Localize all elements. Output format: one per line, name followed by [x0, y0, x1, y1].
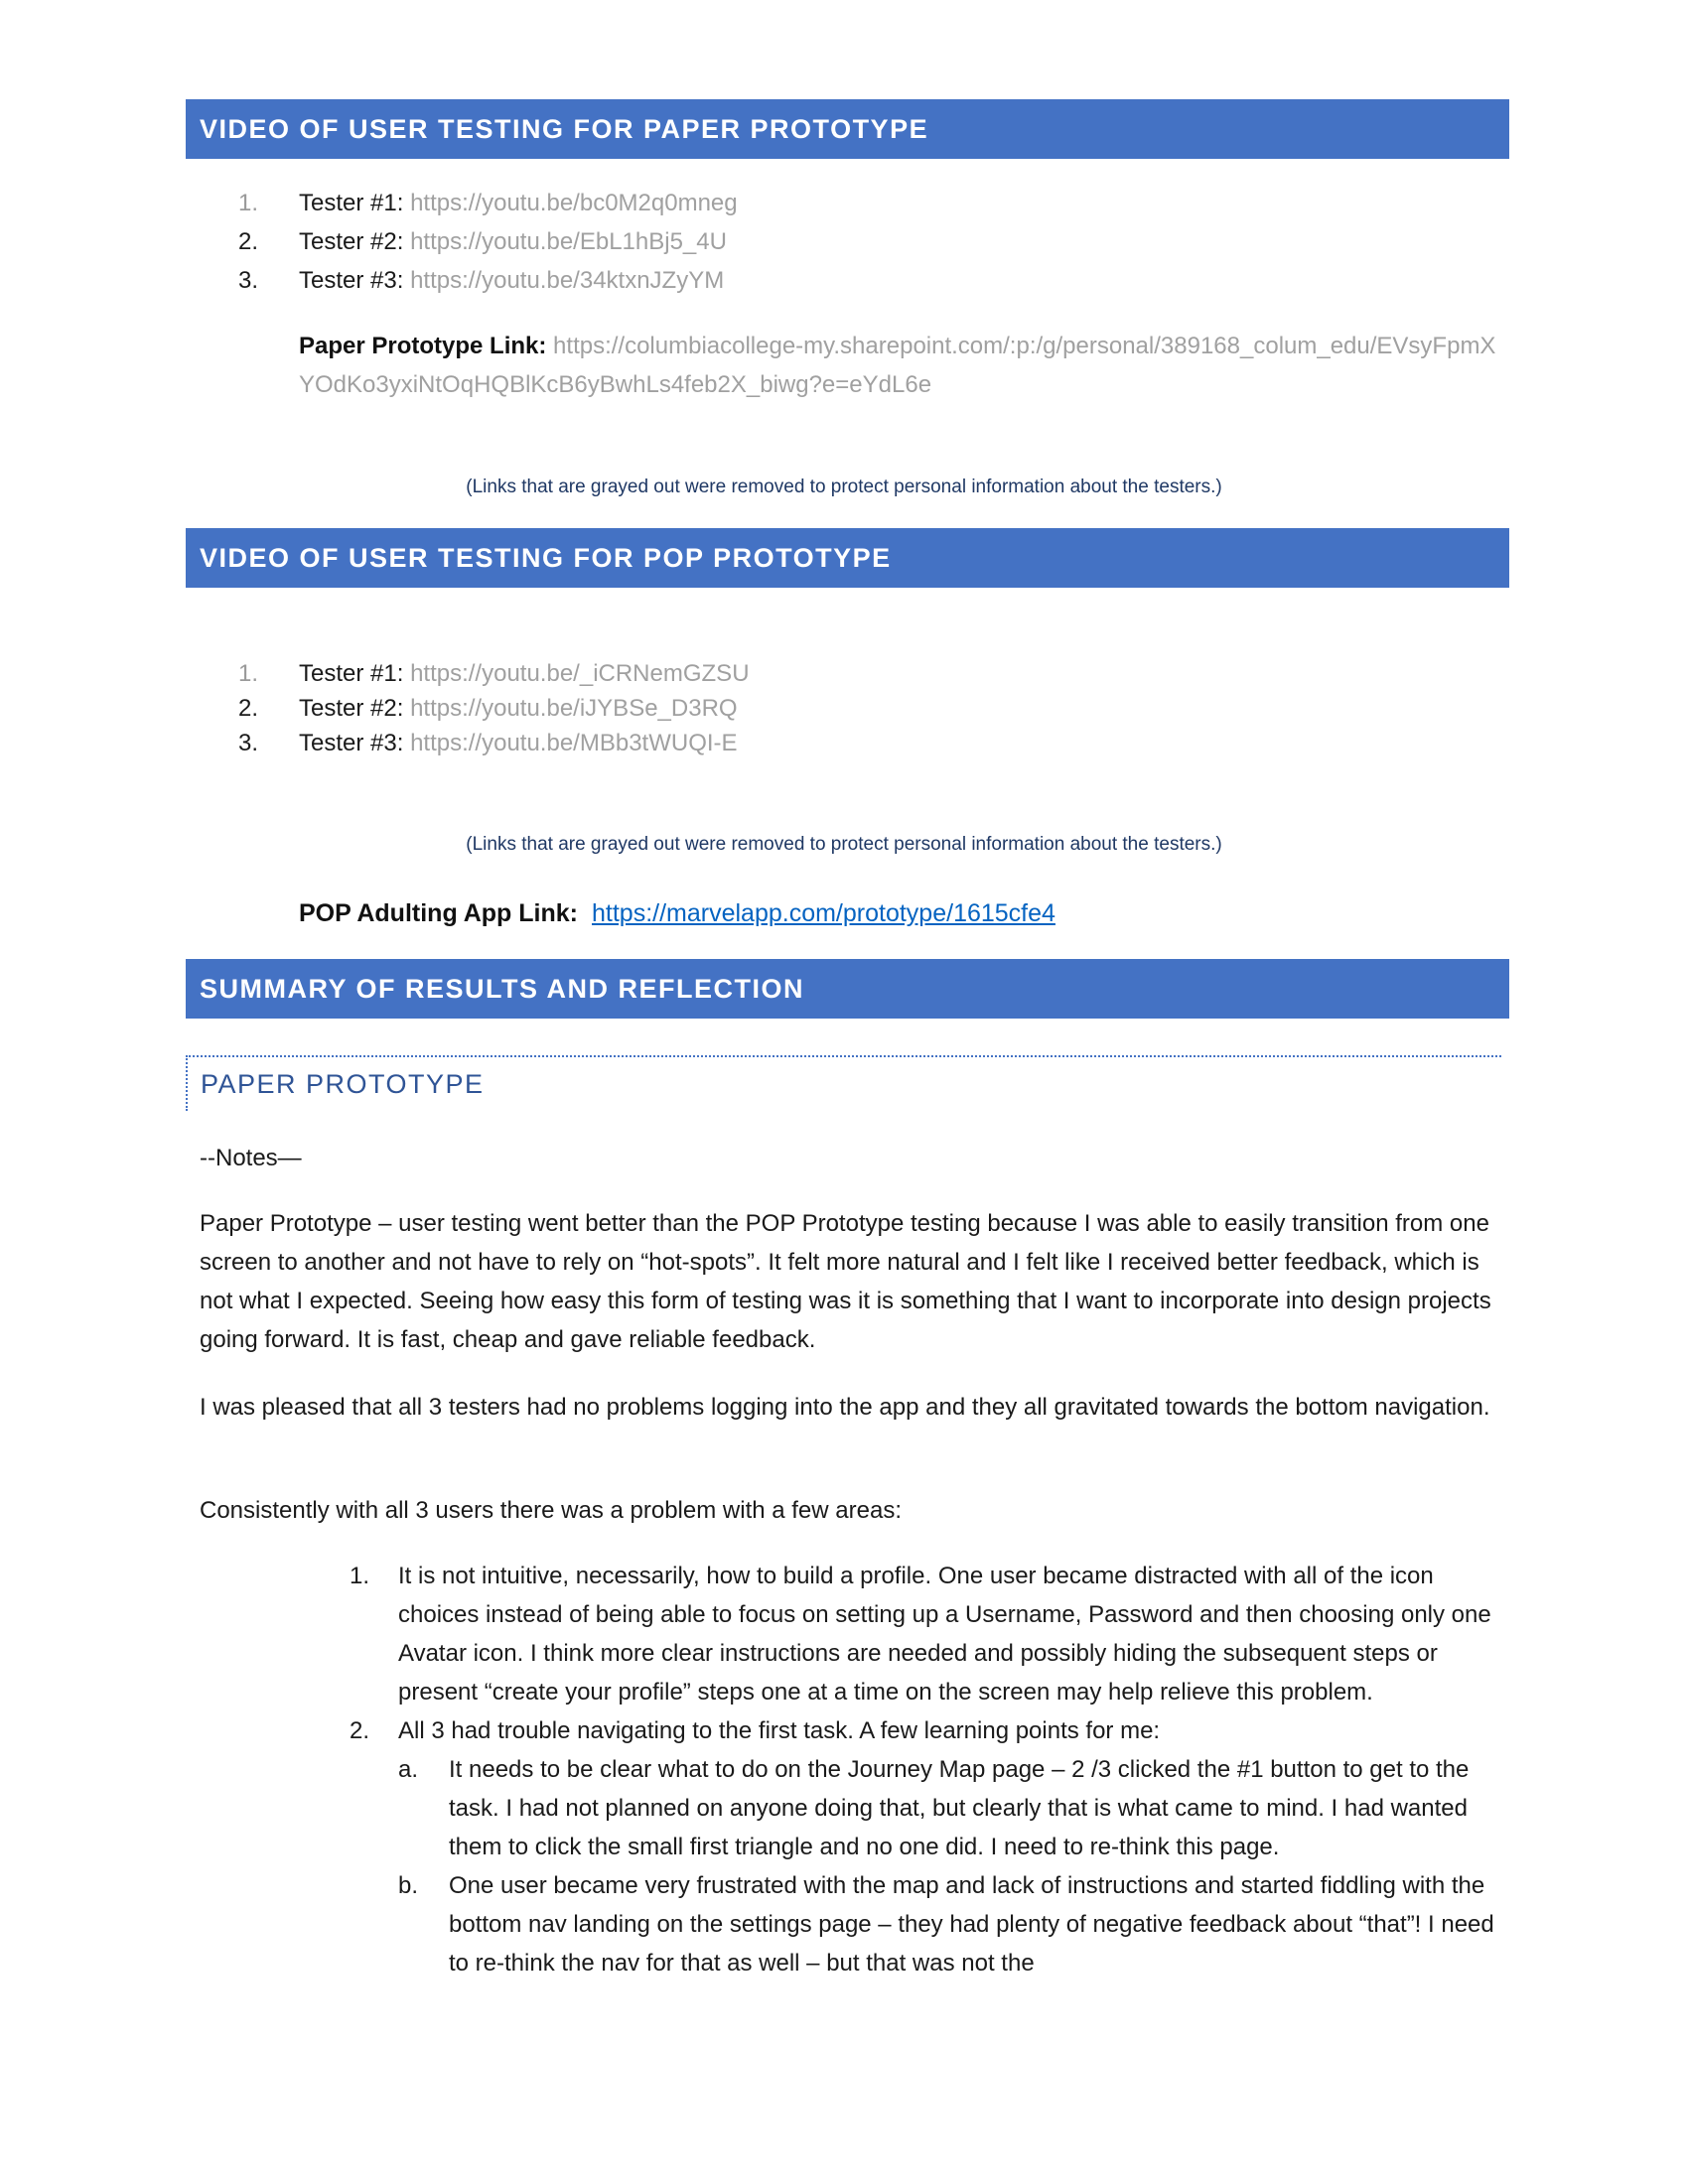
list-item — [350, 1711, 1501, 1982]
list-item — [238, 184, 738, 222]
list-number: 2. — [238, 228, 259, 255]
tester-video-link[interactable]: https://youtu.be/iJYBSe_D3RQ — [410, 695, 738, 722]
paper-prototype-link-block — [299, 327, 1510, 404]
subheading-text: PAPER PROTOTYPE — [201, 1069, 485, 1099]
paragraph: I was pleased that all 3 testers had no problems logging into the app and they all gravitated towards the bottom navigation. — [200, 1394, 1490, 1421]
list-item — [350, 1557, 1501, 1711]
list-item-text: All 3 had trouble navigating to the first task. A few learning points for me: — [398, 1717, 1161, 1744]
list-item-text: It needs to be clear what to do on the Journey Map page – 2 /3 clicked the #1 button to get to the task. I had not planned on anyone doing that, but clearly that is what came to mind. I had wanted them to click the small first triangle and no one did. I need to re-think this page. — [449, 1756, 1470, 1860]
list-item — [238, 656, 750, 691]
list-item-text: One user became very frustrated with the map and lack of instructions and started fiddling with the bottom nav landing on the settings page – they had plenty of negative feedback about “that”! I need to re-think the nav for that as well – but that was not the — [449, 1872, 1494, 1977]
list-letter: a. — [398, 1756, 419, 1783]
list-item — [238, 261, 738, 300]
list-item — [238, 726, 750, 760]
list-number: 3. — [238, 267, 259, 294]
list-number: 1. — [238, 660, 259, 687]
paper-tester-list — [238, 184, 738, 300]
paper-prototype-link[interactable]: https://columbiacollege-my.sharepoint.com/:p:/g/personal/389168_colum_edu/EVsyFpmXYOdKo3yxiNtOqHQBlKcB6yBwhLs4feb2X_biwg?e=eYdL6e — [299, 333, 1496, 398]
paragraph: Consistently with all 3 users there was a problem with a few areas: — [200, 1497, 902, 1524]
paper-prototype-link-label: Paper Prototype Link: — [299, 333, 547, 359]
section-heading-summary: SUMMARY OF RESULTS AND REFLECTION — [186, 959, 1509, 1019]
tester-label: Tester #3: — [299, 730, 404, 756]
list-item — [238, 691, 750, 726]
list-number: 3. — [238, 730, 259, 756]
tester-video-link[interactable]: https://youtu.be/34ktxnJZyYM — [410, 267, 725, 294]
tester-video-link[interactable]: https://youtu.be/_iCRNemGZSU — [410, 660, 750, 687]
tester-label: Tester #2: — [299, 695, 404, 722]
list-item — [238, 222, 738, 261]
tester-label: Tester #3: — [299, 267, 404, 294]
grayed-links-caption: (Links that are grayed out were removed to protect personal information about the testers.) — [466, 477, 1222, 497]
list-number: 1. — [238, 190, 259, 216]
pop-app-link[interactable]: https://marvelapp.com/prototype/1615cfe4 — [592, 899, 1055, 927]
tester-video-link[interactable]: https://youtu.be/MBb3tWUQI-E — [410, 730, 738, 756]
tester-label: Tester #2: — [299, 228, 404, 255]
grayed-links-caption: (Links that are grayed out were removed to protect personal information about the testers.) — [466, 834, 1222, 855]
list-item — [398, 1866, 1501, 1982]
notes-label: --Notes— — [200, 1145, 302, 1171]
list-letter: b. — [398, 1872, 419, 1899]
pop-app-link-block — [299, 893, 1055, 933]
paper-prototype-subheading — [186, 1055, 1501, 1111]
list-number: 2. — [350, 1717, 370, 1744]
section-heading-paper-testing: VIDEO OF USER TESTING FOR PAPER PROTOTYPE — [186, 99, 1509, 159]
section-heading-pop-testing: VIDEO OF USER TESTING FOR POP PROTOTYPE — [186, 528, 1509, 588]
problem-list — [350, 1557, 1501, 1982]
list-number: 1. — [350, 1563, 370, 1589]
tester-video-link[interactable]: https://youtu.be/EbL1hBj5_4U — [410, 228, 727, 255]
tester-label: Tester #1: — [299, 190, 404, 216]
pop-tester-list — [238, 656, 750, 760]
tester-label: Tester #1: — [299, 660, 404, 687]
pop-app-link-label: POP Adulting App Link: — [299, 899, 578, 927]
list-item — [398, 1750, 1501, 1866]
list-number: 2. — [238, 695, 259, 722]
learning-points-list — [398, 1750, 1501, 1982]
paragraph: Paper Prototype – user testing went better than the POP Prototype testing because I was able to easily transition from one screen to another and not have to rely on “hot-spots”. It felt more natural and I felt like I received better feedback, which is not what I expected. Seeing how easy this form of testing was it is something that I want to incorporate into design projects going forward. It is fast, cheap and gave reliable feedback. — [200, 1210, 1491, 1353]
list-item-text: It is not intuitive, necessarily, how to build a profile. One user became distracted with all of the icon choices instead of being able to focus on setting up a Username, Password and then choosing only one Avatar icon. I think more clear instructions are needed and possibly hiding the subsequent steps or present “create your profile” steps one at a time on the screen may help relieve this problem. — [398, 1563, 1491, 1706]
tester-video-link[interactable]: https://youtu.be/bc0M2q0mneg — [410, 190, 738, 216]
